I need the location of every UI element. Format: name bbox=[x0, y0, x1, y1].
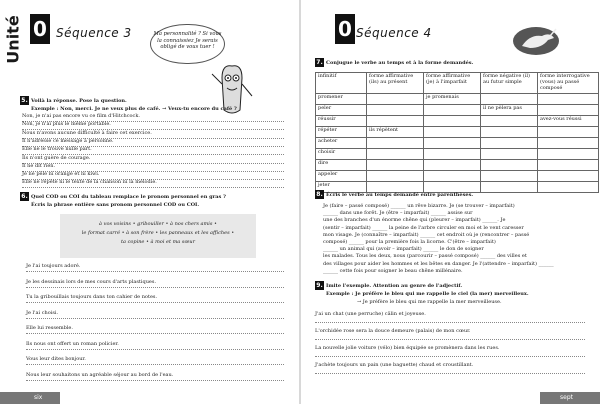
answer-cell[interactable] bbox=[538, 149, 599, 160]
table-header: infinitif bbox=[316, 73, 367, 94]
answer-line[interactable] bbox=[315, 356, 585, 357]
ex6-sentence: Je l'ai choisi. bbox=[26, 309, 59, 316]
table-row bbox=[316, 160, 599, 171]
ex6-sentence: Tu la gribouillais toujours dans ton cahier de notes. bbox=[26, 294, 158, 300]
answer-cell[interactable] bbox=[538, 182, 599, 193]
verb-cell: choisir bbox=[316, 149, 367, 160]
answer-cell[interactable] bbox=[538, 105, 599, 116]
sequence-title-right: Séquence 4 bbox=[356, 26, 432, 40]
answer-line[interactable] bbox=[26, 333, 284, 334]
ex5-sentence: Elle ne le trouve nulle part. bbox=[22, 146, 92, 153]
answer-line[interactable] bbox=[22, 163, 284, 164]
answer-cell[interactable] bbox=[367, 138, 424, 149]
ex5-sentence: Ils n'ont guère de courage. bbox=[22, 154, 91, 161]
verb-cell: promener bbox=[316, 94, 367, 105]
answer-cell[interactable] bbox=[538, 160, 599, 171]
unicorn-illustration-icon bbox=[512, 26, 560, 56]
answer-cell[interactable] bbox=[481, 138, 538, 149]
answer-cell[interactable] bbox=[481, 182, 538, 193]
table-row bbox=[316, 149, 599, 160]
verb-cell: dire bbox=[316, 160, 367, 171]
answer-cell[interactable] bbox=[367, 116, 424, 127]
answer-line[interactable] bbox=[26, 380, 284, 381]
exercise-8-heading: 8. Écris le verbe au temps demandé entre parenthèses. bbox=[316, 191, 474, 198]
ex9-sentence: La nouvelle jolie voiture (vélo) bien équipée se promènera dans les rues. bbox=[315, 345, 500, 351]
answer-line[interactable] bbox=[26, 318, 284, 319]
page-footer: six bbox=[0, 392, 60, 404]
ex5-sentence: Il ne dit rien. bbox=[22, 162, 56, 169]
verb-cell: répéter bbox=[316, 127, 367, 138]
answer-cell[interactable] bbox=[538, 127, 599, 138]
answer-line[interactable] bbox=[315, 322, 585, 323]
answer-cell[interactable] bbox=[538, 94, 599, 105]
answer-line[interactable] bbox=[26, 287, 284, 288]
ex5-sentence: Non, je n'ai plus le même portable. bbox=[22, 121, 111, 128]
ex5-sentence: Elle ne répète ni le texte de la chanson ni la mélodie. bbox=[22, 179, 157, 186]
answer-line[interactable] bbox=[26, 302, 284, 303]
table-row bbox=[316, 116, 599, 127]
exercise-5-heading: 5. Voilà la réponse. Pose la question. Exemple : Non, merci. Je ne veux plus de café. → Veux-tu encore du café ? bbox=[21, 97, 237, 112]
word-box: à vos voisins • gribouiller • à nos chers amis • le format carré • à son frère • les panneaux et les affiches • ta copine • à moi et ma sœur bbox=[60, 214, 256, 258]
ex5-sentence: Nous n'avons aucune difficulté à faire cet exercice. bbox=[22, 129, 152, 136]
answer-cell[interactable]: je promenais bbox=[424, 94, 481, 105]
answer-cell[interactable] bbox=[424, 160, 481, 171]
ex8-line: (sentir – imparfait) ______ la peine de l'arbre circuler en moi et le vent caresser bbox=[323, 224, 524, 231]
ex8-line: les malades. Tous les deux, nous (parcourir – passé composé) ______ des villes et bbox=[323, 253, 527, 260]
ex8-line: composé) ______ pour la première fois la licorne. C'(être – imparfait) bbox=[323, 239, 496, 245]
answer-cell[interactable] bbox=[424, 149, 481, 160]
ex8-line: ______ cette fois pour soigner le beau chêne millénaire. bbox=[323, 267, 463, 274]
answer-cell[interactable] bbox=[367, 105, 424, 116]
ex8-line: ______ dans une forêt. Je (être – imparfait) ______ assise sur bbox=[323, 210, 473, 217]
answer-cell[interactable] bbox=[424, 105, 481, 116]
answer-line[interactable] bbox=[315, 373, 585, 374]
table-header: forme négative (il) au futur simple bbox=[481, 73, 538, 94]
table-row bbox=[316, 127, 599, 138]
left-page bbox=[0, 0, 299, 404]
answer-cell[interactable] bbox=[424, 127, 481, 138]
unit-number-right: 0 bbox=[335, 14, 355, 44]
ex8-line: mon visage. Je (connaître – imparfait) ______ cet endroit où je (rencontrer – passé bbox=[323, 231, 530, 238]
answer-cell[interactable]: il ne pèlera pas bbox=[481, 105, 538, 116]
answer-cell[interactable] bbox=[367, 171, 424, 182]
ex6-sentence: Elle lui ressemble. bbox=[26, 325, 73, 331]
answer-cell[interactable]: ils répètent bbox=[367, 127, 424, 138]
ex9-sentence: L'orchidée rose sera la douce demeure (palais) de mon cœur. bbox=[315, 328, 471, 334]
ex6-sentence: Je les dessinais lors de mes cours d'arts plastiques. bbox=[26, 278, 157, 285]
answer-cell[interactable] bbox=[367, 160, 424, 171]
answer-cell[interactable] bbox=[481, 127, 538, 138]
ex5-sentence: Non, je n'ai pas encore vu ce film d'Hitchcock. bbox=[22, 113, 140, 119]
exercise-9-heading: 9. Imite l'exemple. Attention au genre de l'adjectif. Exemple : Je préfère le bleu qui me rappelle le ciel (la mer) merveilleux. → Je préfère le bleu qui me rappelle la mer merveilleuse. bbox=[316, 282, 529, 305]
answer-cell[interactable] bbox=[367, 94, 424, 105]
answer-cell[interactable] bbox=[424, 116, 481, 127]
answer-cell[interactable] bbox=[481, 149, 538, 160]
speech-bubble: Ma personnalité ? Si vous la connaissiez Je serais obligé de vous tuer ! bbox=[150, 24, 225, 64]
page-footer-right: sept bbox=[540, 392, 600, 404]
answer-cell[interactable]: avez-vous réussi bbox=[538, 116, 599, 127]
ex8-line: une des branches d'un énorme chêne qui (pleurer – imparfait) ______. Je bbox=[323, 217, 506, 224]
exercise-6-heading: 6. Quel COD ou COI du tableau remplace le pronom personnel en gras ? Écris la phrase entière sans pronom personnel COD ou COI. bbox=[21, 193, 226, 208]
answer-line[interactable] bbox=[26, 271, 284, 272]
ex8-line: ______ un animal qui (avoir – imparfait) ______ le don de soigner bbox=[323, 246, 484, 253]
answer-cell[interactable] bbox=[481, 116, 538, 127]
ex6-sentence: Vous leur dites bonjour. bbox=[26, 356, 86, 362]
answer-cell[interactable] bbox=[481, 160, 538, 171]
answer-cell[interactable] bbox=[424, 171, 481, 182]
answer-line[interactable] bbox=[26, 364, 284, 365]
verb-cell: peler bbox=[316, 105, 367, 116]
ex9-sentence: J'ai un chat (une perruche) câlin et joyeuse. bbox=[315, 311, 426, 317]
answer-line[interactable] bbox=[22, 187, 284, 188]
unite-label: Unité bbox=[0, 12, 25, 72]
table-row bbox=[316, 171, 599, 182]
ex6-sentence: Ils nous ont offert un roman policier. bbox=[26, 340, 119, 347]
ex5-sentence: Il n'adresse ce message à personne. bbox=[22, 137, 114, 144]
answer-line[interactable] bbox=[315, 339, 585, 340]
ex5-sentence: Je ne pèle ni orange et ni kiwi. bbox=[22, 171, 100, 178]
unit-number: 0 bbox=[30, 14, 50, 44]
verb-cell: acheter bbox=[316, 138, 367, 149]
answer-cell[interactable] bbox=[424, 138, 481, 149]
table-header: forme interrogative (vous) au passé composé bbox=[538, 73, 599, 94]
ex6-sentence: Je l'ai toujours adoré. bbox=[26, 263, 81, 269]
sequence-title: Séquence 3 bbox=[56, 26, 132, 40]
ex8-line: Je (faire – passé composé) ______ un rêve bizarre. Je (se trouver – imparfait) bbox=[323, 203, 515, 209]
ex6-sentence: Nous leur souhaitons un agréable séjour au bord de l'eau. bbox=[26, 371, 174, 378]
verb-cell: jeter bbox=[316, 182, 367, 193]
answer-cell[interactable] bbox=[538, 171, 599, 182]
answer-cell[interactable] bbox=[481, 171, 538, 182]
answer-cell[interactable] bbox=[367, 149, 424, 160]
ex9-sentence: J'achète toujours un pain (une baguette) chaud et croustillant. bbox=[315, 362, 474, 368]
verb-cell: réussir bbox=[316, 116, 367, 127]
right-page bbox=[301, 0, 600, 404]
table-row bbox=[316, 105, 599, 116]
table-header: forme affirmative (ils) au présent bbox=[367, 73, 424, 94]
conjugation-table bbox=[315, 72, 599, 193]
answer-line[interactable] bbox=[26, 349, 284, 350]
table-row bbox=[316, 94, 599, 105]
answer-cell[interactable] bbox=[481, 94, 538, 105]
table-row bbox=[316, 138, 599, 149]
ex8-line: des villages pour aider les hommes et les bêtes en danger. Je l'(attendre – imparfait) ______ bbox=[323, 260, 554, 267]
table-header: forme affirmative (je) à l'imparfait bbox=[424, 73, 481, 94]
exercise-7-heading: 7. Conjugue le verbe au temps et à la forme demandés. bbox=[316, 59, 474, 66]
verb-cell: appeler bbox=[316, 171, 367, 182]
answer-cell[interactable] bbox=[538, 138, 599, 149]
